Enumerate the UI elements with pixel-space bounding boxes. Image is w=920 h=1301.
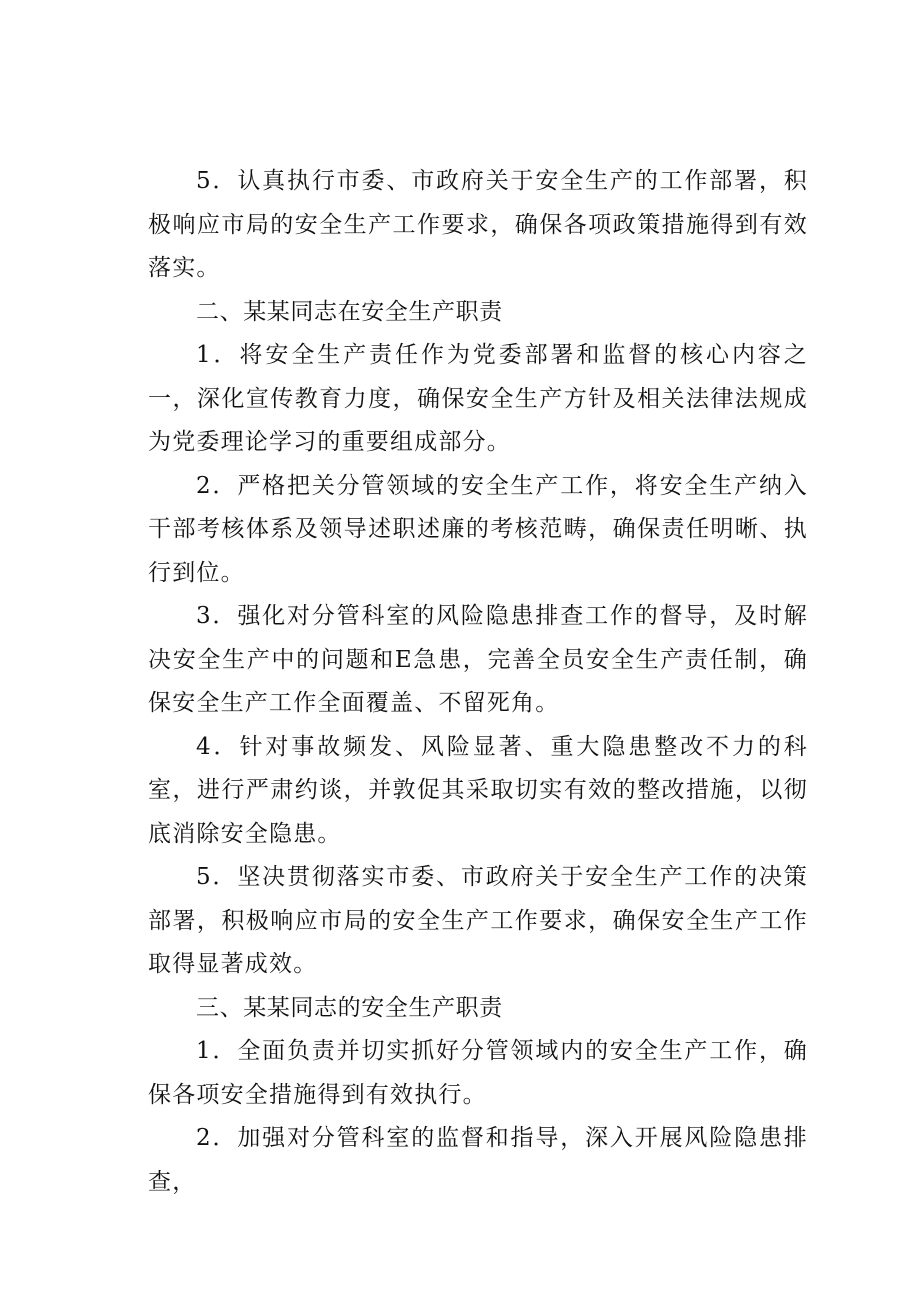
- section-heading-2: 二、某某同志在安全生产职责: [196, 298, 503, 325]
- paragraph-item-2-assessment: 2．严格把关分管领域的安全生产工作，将安全生产纳入干部考核体系及领导述职述廉的考核范畴，确保责任明晰、执行到位。: [148, 472, 808, 586]
- paragraph-item-3-supervision: 3．强化对分管科室的风险隐患排查工作的督导，及时解决安全生产中的问题和E急患，完善全员安全生产责任制，确保安全生产工作全面覆盖、不留死角。: [148, 603, 808, 716]
- paragraph-item-1-party: 1．将安全生产责任作为党委部署和监督的核心内容之一，深化宣传教育力度，确保安全生产方针及相关法律法规成为党委理论学习的重要组成部分。: [148, 342, 808, 455]
- paragraph-item-2-guidance: 2．加强对分管科室的监督和指导，深入开展风险隐患排查，: [148, 1125, 808, 1195]
- paragraph-item-1-responsible: 1．全面负责并切实抓好分管领域内的安全生产工作，确保各项安全措施得到有效执行。: [148, 1038, 808, 1108]
- paragraph-item-5-deploy: 5．认真执行市委、市政府关于安全生产的工作部署，积极响应市局的安全生产工作要求，确保各项政策措施得到有效落实。: [148, 168, 808, 281]
- paragraph-item-5-implement: 5．坚决贯彻落实市委、市政府关于安全生产工作的决策部署，积极响应市局的安全生产工作要求，确保安全生产工作取得显著成效。: [148, 864, 808, 977]
- document-body: [148, 160, 808, 1204]
- section-heading-3: 三、某某同志的安全生产职责: [196, 994, 503, 1021]
- paragraph-item-4-interview: 4．针对事故频发、风险显著、重大隐患整改不力的科室，进行严肃约谈，并敦促其采取切实有效的整改措施，以彻底消除安全隐患。: [148, 733, 808, 847]
